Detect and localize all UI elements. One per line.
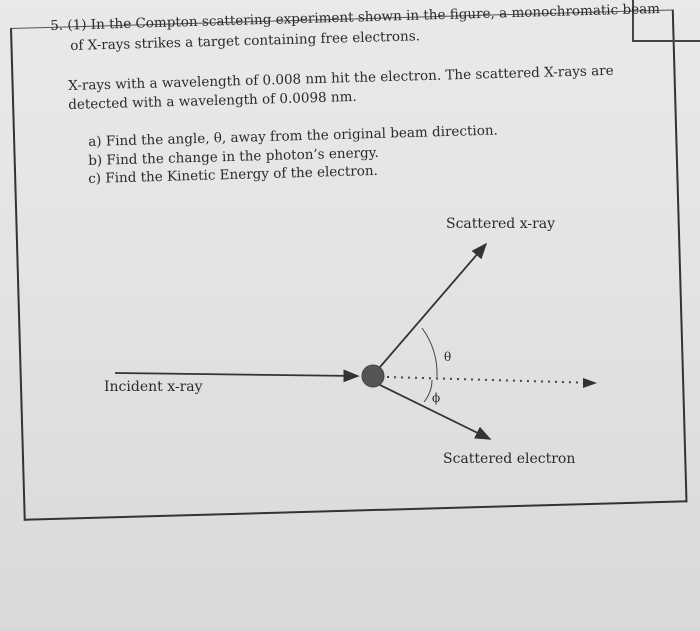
theta-arc: [422, 328, 437, 377]
part-a-label: a): [88, 133, 102, 150]
scattered-xray-label: Scattered x-ray: [446, 216, 556, 232]
original-direction-dashed: [387, 377, 596, 383]
electron-target: [362, 365, 384, 387]
part-c-label: c): [88, 170, 102, 187]
scattered-electron-label: Scattered electron: [443, 451, 576, 467]
part-c-text: Find the Kinetic Energy of the electron.: [105, 162, 379, 187]
theta-label: θ: [444, 350, 452, 364]
phi-label: ϕ: [432, 391, 441, 405]
given-line-1: X-rays with a wavelength of 0.008 nm hit the electron. The scattered X-rays are: [68, 62, 614, 94]
phi-arc: [424, 380, 432, 402]
incident-arrow: [115, 373, 358, 376]
part-b-label: b): [88, 152, 103, 169]
problem-heading-line-1: 5. (1) In the Compton scattering experiment shown in the figure, a monochromatic beam: [50, 0, 661, 34]
part-b-text: Find the change in the photon’s energy.: [106, 144, 380, 169]
problem-heading-line-2: of X-rays strikes a target containing free electrons.: [70, 28, 421, 54]
part-a-text: Find the angle, θ, away from the original beam direction.: [105, 122, 499, 150]
original-direction-arrowhead: [583, 378, 597, 388]
given-line-2: detected with a wavelength of 0.0098 nm.: [68, 88, 357, 113]
incident-xray-label: Incident x-ray: [104, 379, 203, 395]
